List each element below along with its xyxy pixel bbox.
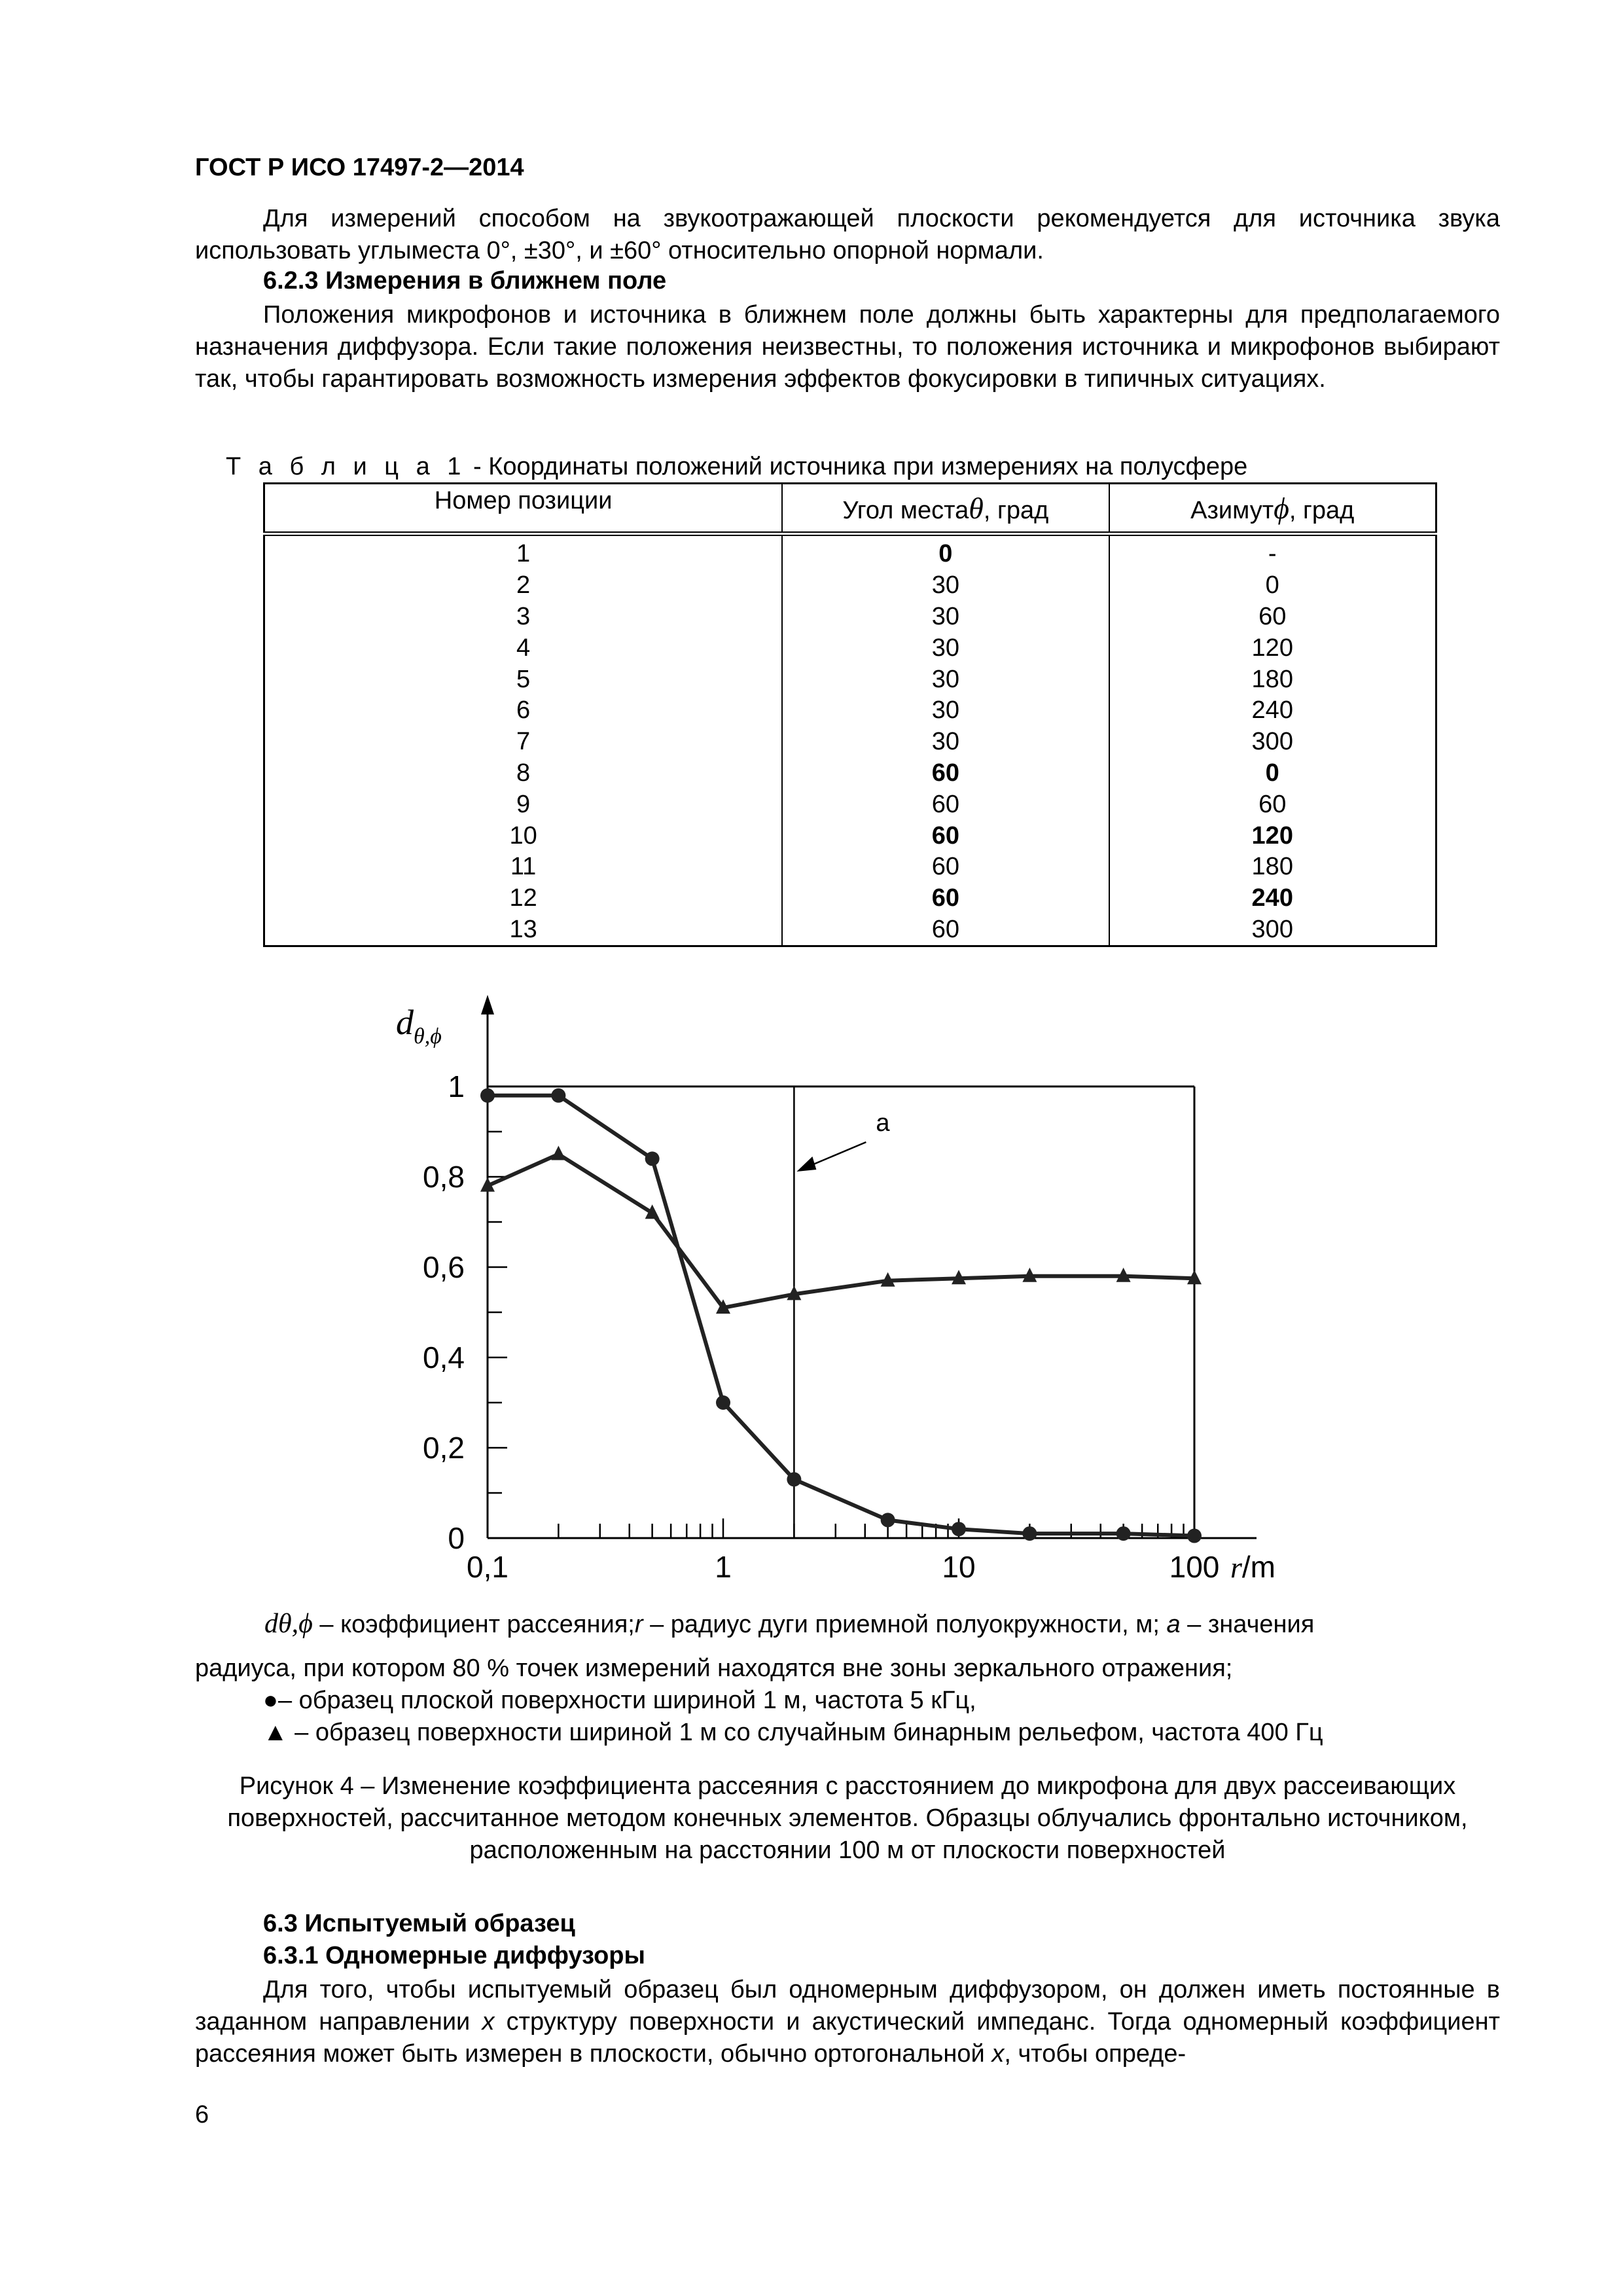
legend-text-1b: – радиус дуги приемной полуокружности, м; (643, 1611, 1167, 1638)
cell-position: 11 (264, 852, 783, 883)
table-caption-prefix: Т а б л и ц а 1 (226, 453, 467, 480)
table-row (264, 820, 1436, 852)
cell-azimuth: 300 (1109, 914, 1436, 946)
cell-position: 7 (264, 726, 783, 758)
table-row (264, 534, 1436, 570)
cell-elevation: 0 (782, 534, 1109, 570)
cell-position: 5 (264, 664, 783, 695)
section-6-2-3-heading: 6.2.3 Измерения в ближнем поле (263, 267, 667, 295)
annotation-label: a (876, 1109, 890, 1137)
x-symbol: x (482, 2008, 495, 2036)
cell-position: 4 (264, 632, 783, 664)
cell-azimuth: - (1109, 534, 1436, 570)
cell-elevation: 30 (782, 601, 1109, 633)
cell-azimuth: 300 (1109, 726, 1436, 758)
table-row (264, 883, 1436, 914)
table-row (264, 695, 1436, 726)
table-row (264, 914, 1436, 946)
legend-r-symbol: r (634, 1611, 643, 1638)
table-row (264, 664, 1436, 695)
cell-position: 3 (264, 601, 783, 633)
cell-elevation: 30 (782, 570, 1109, 601)
table-caption-text: - Координаты положений источника при измерениях на полусфере (466, 453, 1248, 480)
x-tick-label: 1 (715, 1550, 732, 1584)
cell-elevation: 60 (782, 883, 1109, 914)
cell-azimuth: 120 (1109, 632, 1436, 664)
legend-line-4: ▲ – образец поверхности шириной 1 м со случайным бинарным рельефом, частота 400 Гц (263, 1719, 1323, 1746)
page-number: 6 (195, 2101, 209, 2128)
y-tick-label: 0 (448, 1521, 465, 1555)
coordinates-table (263, 482, 1437, 947)
para-part-1: Для того, чтобы испытуемый образец был одномерным диффузором, он должен иметь постоянные в заданном направлении (195, 1976, 1500, 2036)
section-6-3-1-heading: 6.3.1 Одномерные диффузоры (263, 1942, 645, 1969)
cell-elevation: 30 (782, 726, 1109, 758)
cell-azimuth: 180 (1109, 852, 1436, 883)
legend-line-3: ●– образец плоской поверхности шириной 1 м, частота 5 кГц, (263, 1687, 976, 1714)
cell-elevation: 30 (782, 632, 1109, 664)
y-tick-label: 0,4 (423, 1340, 465, 1374)
y-tick-label: 0,8 (423, 1160, 465, 1194)
legend-d-symbol: dθ,ϕ (264, 1609, 313, 1639)
table-row (264, 726, 1436, 758)
annotation-arrowhead (796, 1157, 816, 1172)
circle-marker (645, 1151, 660, 1166)
circle-marker (716, 1395, 730, 1410)
cell-position: 2 (264, 570, 783, 601)
intro-paragraph: Для измерений способом на звукоотражающей плоскости рекомендуется для источника звука использовать углыместа 0°, ±30°, и ±60° относительно опорной нормали. (195, 205, 1500, 264)
x-tick-label: 100 (1169, 1550, 1220, 1584)
cell-position: 8 (264, 758, 783, 789)
cell-position: 1 (264, 534, 783, 570)
cell-position: 9 (264, 789, 783, 820)
theta-symbol: θ (969, 491, 984, 525)
cell-position: 10 (264, 820, 783, 852)
cell-azimuth: 60 (1109, 789, 1436, 820)
header-azimuth-text: Азимут (1190, 496, 1274, 524)
table-row (264, 789, 1436, 820)
table-row (264, 852, 1436, 883)
cell-position: 12 (264, 883, 783, 914)
legend-line-1 (264, 1608, 1500, 1640)
table-row (264, 758, 1436, 789)
x-tick-label: 0,1 (467, 1550, 508, 1584)
figure-caption: Рисунок 4 – Изменение коэффициента рассеяния с расстоянием до микрофона для двух рассеивающих поверхностей, рассчитанное методом конечных элементов. Образцы облучались фронтально источником, расположенным на расстоянии 100 м от плоскости поверхностей (227, 1772, 1468, 1864)
legend-a-symbol: a (1166, 1611, 1181, 1638)
circle-marker (881, 1513, 895, 1527)
circle-marker (551, 1088, 565, 1103)
cell-azimuth: 240 (1109, 883, 1436, 914)
cell-elevation: 60 (782, 758, 1109, 789)
x-axis-label: r/m (1230, 1550, 1276, 1584)
circle-marker (787, 1472, 801, 1486)
cell-elevation: 60 (782, 789, 1109, 820)
section-6-3-heading: 6.3 Испытуемый образец (263, 1910, 575, 1937)
header-azimuth (1109, 484, 1436, 534)
y-tick-label: 0,2 (423, 1431, 465, 1465)
section-6-3-1-paragraph (195, 1974, 1500, 2070)
circle-marker (1187, 1529, 1202, 1543)
table-row (264, 570, 1436, 601)
cell-azimuth: 240 (1109, 695, 1436, 726)
triangle-marker (551, 1146, 565, 1160)
phi-symbol: ϕ (1274, 491, 1289, 525)
cell-position: 6 (264, 695, 783, 726)
document-header: ГОСТ Р ИСО 17497-2—2014 (195, 154, 524, 181)
para-part-3: , чтобы опреде- (1004, 2040, 1186, 2068)
cell-azimuth: 0 (1109, 570, 1436, 601)
y-tick-label: 0,6 (423, 1250, 465, 1284)
header-position-number: Номер позиции (264, 484, 783, 534)
table-row (264, 632, 1436, 664)
circle-marker (1022, 1526, 1037, 1541)
cell-azimuth: 60 (1109, 601, 1436, 633)
cell-elevation: 60 (782, 852, 1109, 883)
legend-text-1: – коэффициент рассеяния; (312, 1611, 635, 1638)
circle-marker (1116, 1526, 1131, 1541)
cell-elevation: 30 (782, 695, 1109, 726)
header-elevation-unit: , град (983, 496, 1049, 524)
header-azimuth-unit: , град (1289, 496, 1355, 524)
header-elevation (782, 484, 1109, 534)
cell-elevation: 60 (782, 914, 1109, 946)
y-axis-arrow (481, 995, 494, 1014)
scattering-coefficient-chart (366, 962, 1283, 1590)
para-part-2: структуру поверхности и акустический импеданс. Тогда одномерный коэффициент рассеяния может быть измерен в плоскости, обычно ортогональной (195, 2008, 1500, 2068)
circle-marker (952, 1522, 966, 1536)
table-row (264, 601, 1436, 633)
cell-elevation: 60 (782, 820, 1109, 852)
y-axis-label: $d_{\theta,\phi}$ (396, 1003, 442, 1049)
x-tick-label: 10 (942, 1550, 976, 1584)
triangle-series-line (488, 1155, 1194, 1308)
circle-series-line (488, 1096, 1194, 1536)
x-symbol-2: x (991, 2040, 1005, 2068)
cell-azimuth: 180 (1109, 664, 1436, 695)
table-caption (226, 453, 1247, 481)
cell-azimuth: 120 (1109, 820, 1436, 852)
section-6-2-3-paragraph: Положения микрофонов и источника в ближнем поле должны быть характерны для предполагаемого назначения диффузора. Если такие положения неизвестны, то положения источника и микрофонов выбирают так, чтобы гарантировать возможность измерения эффектов фокусировки в типичных ситуациях. (195, 301, 1500, 393)
circle-marker (480, 1088, 495, 1103)
cell-azimuth: 0 (1109, 758, 1436, 789)
legend-line-2: радиуса, при котором 80 % точек измерений находятся вне зоны зеркального отражения; (195, 1655, 1233, 1682)
cell-position: 13 (264, 914, 783, 946)
legend-text-1c: – значения (1180, 1611, 1315, 1638)
y-tick-label: 1 (448, 1069, 465, 1103)
legend-symbol-wrap (264, 1608, 1314, 1640)
table-header-row (264, 484, 1436, 534)
cell-elevation: 30 (782, 664, 1109, 695)
header-elevation-text: Угол места (842, 496, 969, 524)
